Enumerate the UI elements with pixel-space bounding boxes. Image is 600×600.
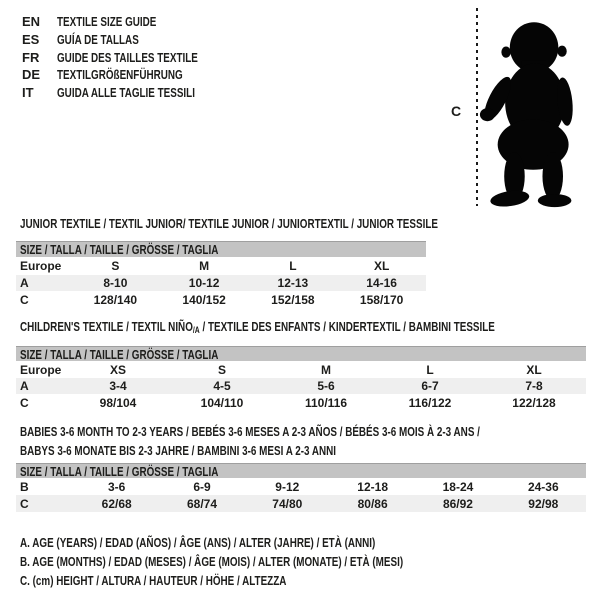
- lang-title: TEXTILGRÖßENFÜHRUNG: [57, 67, 183, 83]
- table-cell: 62/68: [101, 496, 132, 511]
- lang-code: FR: [22, 49, 40, 65]
- column-header-row: [16, 361, 586, 378]
- height-cm-row: [16, 495, 586, 512]
- babies-title-line1: BABIES 3-6 MONTH TO 2-3 YEARS / BEBÉS 3-6 MESES A 2-3 AÑOS / BÉBÉS 3-6 MOIS À 2-3 ANS /: [20, 424, 480, 439]
- age-months-row: [16, 478, 586, 495]
- note-age-years: [20, 533, 524, 552]
- size-header-bar: [16, 241, 426, 257]
- children-section-title-text: [20, 318, 495, 340]
- size-header-text: SIZE / TALLA / TAILLE / GRÖSSE / TAGLIA: [20, 463, 219, 479]
- column-header-cell: L: [426, 362, 434, 377]
- lang-title: GUÍA DE TALLAS: [57, 31, 139, 47]
- title-suffix: / TEXTILE DES ENFANTS / KINDERTEXTIL / BAMBINI TESSILE: [199, 319, 495, 334]
- row-label: A: [20, 276, 29, 290]
- table-cell: 104/110: [200, 396, 244, 410]
- table-cell: 110/116: [304, 396, 348, 410]
- table-cell: 24-36: [527, 479, 559, 494]
- babies-title-line2: BABYS 3-6 MONATE BIS 2-3 JAHRE / BAMBINI 3-6 MESI A 2-3 ANNI: [20, 442, 337, 458]
- language-list: [22, 13, 242, 102]
- column-header-cell: M: [321, 362, 331, 377]
- row-label: C: [20, 292, 29, 307]
- legend-notes: [20, 533, 524, 590]
- lang-row-fr: [22, 49, 242, 67]
- title-subscript: /A: [192, 325, 200, 335]
- lang-code: ES: [22, 31, 40, 47]
- table-cell: 122/128: [512, 396, 556, 410]
- table-cell: 98/104: [99, 396, 137, 410]
- column-header-cell: XL: [526, 362, 542, 377]
- table-cell: 8-10: [103, 276, 128, 290]
- size-header-bar: [16, 346, 586, 361]
- baby-silhouette-icon: [479, 9, 591, 211]
- row-label: B: [20, 479, 29, 494]
- table-cell: 4-5: [213, 379, 231, 393]
- size-header-text: SIZE / TALLA / TAILLE / GRÖSSE / TAGLIA: [20, 242, 219, 257]
- note-text: B. AGE (MONTHS) / EDAD (MESES) / ÂGE (MOIS) / ALTER (MONATE) / ETÀ (MESI): [20, 554, 404, 569]
- table-cell: 80/86: [357, 496, 388, 511]
- table-cell: 12-13: [277, 276, 309, 290]
- age-years-row: [16, 378, 586, 394]
- junior-section-title: [20, 215, 570, 234]
- junior-size-table: [16, 241, 426, 308]
- row-label: C: [20, 396, 29, 410]
- table-cell: 152/158: [271, 292, 315, 307]
- table-cell: 74/80: [272, 496, 303, 511]
- table-cell: 116/122: [408, 396, 452, 410]
- table-cell: 86/92: [442, 496, 473, 511]
- table-cell: 92/98: [528, 496, 559, 511]
- table-cell: 158/170: [359, 292, 404, 307]
- lang-row-it: [22, 84, 242, 102]
- table-cell: 3-4: [109, 379, 127, 393]
- table-cell: 12-18: [357, 479, 388, 494]
- children-size-table: [16, 346, 586, 412]
- column-header-cell: L: [289, 259, 297, 273]
- height-measure-label: C: [451, 103, 462, 119]
- table-cell: 140/152: [182, 292, 226, 307]
- table-cell: 68/74: [186, 496, 217, 511]
- lang-row-es: [22, 31, 242, 49]
- table-cell: 10-12: [188, 276, 220, 290]
- row-label: Europe: [20, 259, 62, 273]
- age-years-row: [16, 275, 426, 291]
- row-label: C: [20, 496, 29, 511]
- column-header-cell: XS: [109, 362, 126, 377]
- note-text: C. (cm) HEIGHT / ALTURA / HAUTEUR / HÖHE / ALTEZZA: [20, 573, 287, 588]
- column-header-cell: XL: [373, 259, 390, 273]
- junior-section-title-text: JUNIOR TEXTILE / TEXTIL JUNIOR/ TEXTILE JUNIOR / JUNIORTEXTIL / JUNIOR TESSILE: [20, 216, 438, 231]
- lang-code: DE: [22, 67, 41, 83]
- height-measure-dotted-line: [476, 8, 478, 206]
- table-cell: 5-6: [317, 379, 335, 393]
- children-section-title: [20, 318, 600, 340]
- babies-size-table: [16, 463, 586, 512]
- lang-title: TEXTILE SIZE GUIDE: [57, 14, 157, 29]
- column-header-cell: S: [217, 362, 226, 377]
- row-label: Europe: [20, 362, 62, 377]
- lang-title: GUIDA ALLE TAGLIE TESSILI: [57, 85, 195, 101]
- column-header-cell: M: [199, 259, 210, 273]
- note-text: A. AGE (YEARS) / EDAD (AÑOS) / ÂGE (ANS) / ALTER (JAHRE) / ETÀ (ANNI): [20, 535, 376, 550]
- lang-row-de: [22, 66, 242, 84]
- note-height-cm: [20, 571, 524, 590]
- table-cell: 6-9: [193, 479, 211, 494]
- lang-row-en: [22, 13, 242, 31]
- lang-code: IT: [22, 85, 34, 101]
- table-cell: 128/140: [93, 292, 138, 307]
- lang-code: EN: [22, 14, 41, 29]
- size-header-bar: [16, 463, 586, 478]
- column-header-row: [16, 257, 426, 275]
- table-cell: 9-12: [275, 479, 300, 494]
- height-cm-row: [16, 291, 426, 308]
- title-prefix: CHILDREN'S TEXTILE / TEXTIL NIÑO: [20, 319, 193, 334]
- height-cm-row: [16, 394, 586, 412]
- note-age-months: [20, 552, 524, 571]
- table-cell: 6-7: [421, 379, 439, 393]
- size-header-text: SIZE / TALLA / TAILLE / GRÖSSE / TAGLIA: [20, 346, 219, 362]
- table-cell: 18-24: [442, 479, 474, 494]
- babies-section-title: [20, 423, 600, 460]
- row-label: A: [20, 379, 29, 393]
- table-cell: 3-6: [107, 479, 126, 494]
- lang-title: GUIDE DES TAILLES TEXTILE: [57, 49, 198, 65]
- column-header-cell: S: [111, 259, 120, 273]
- table-cell: 14-16: [366, 276, 397, 290]
- table-cell: 7-8: [525, 379, 543, 393]
